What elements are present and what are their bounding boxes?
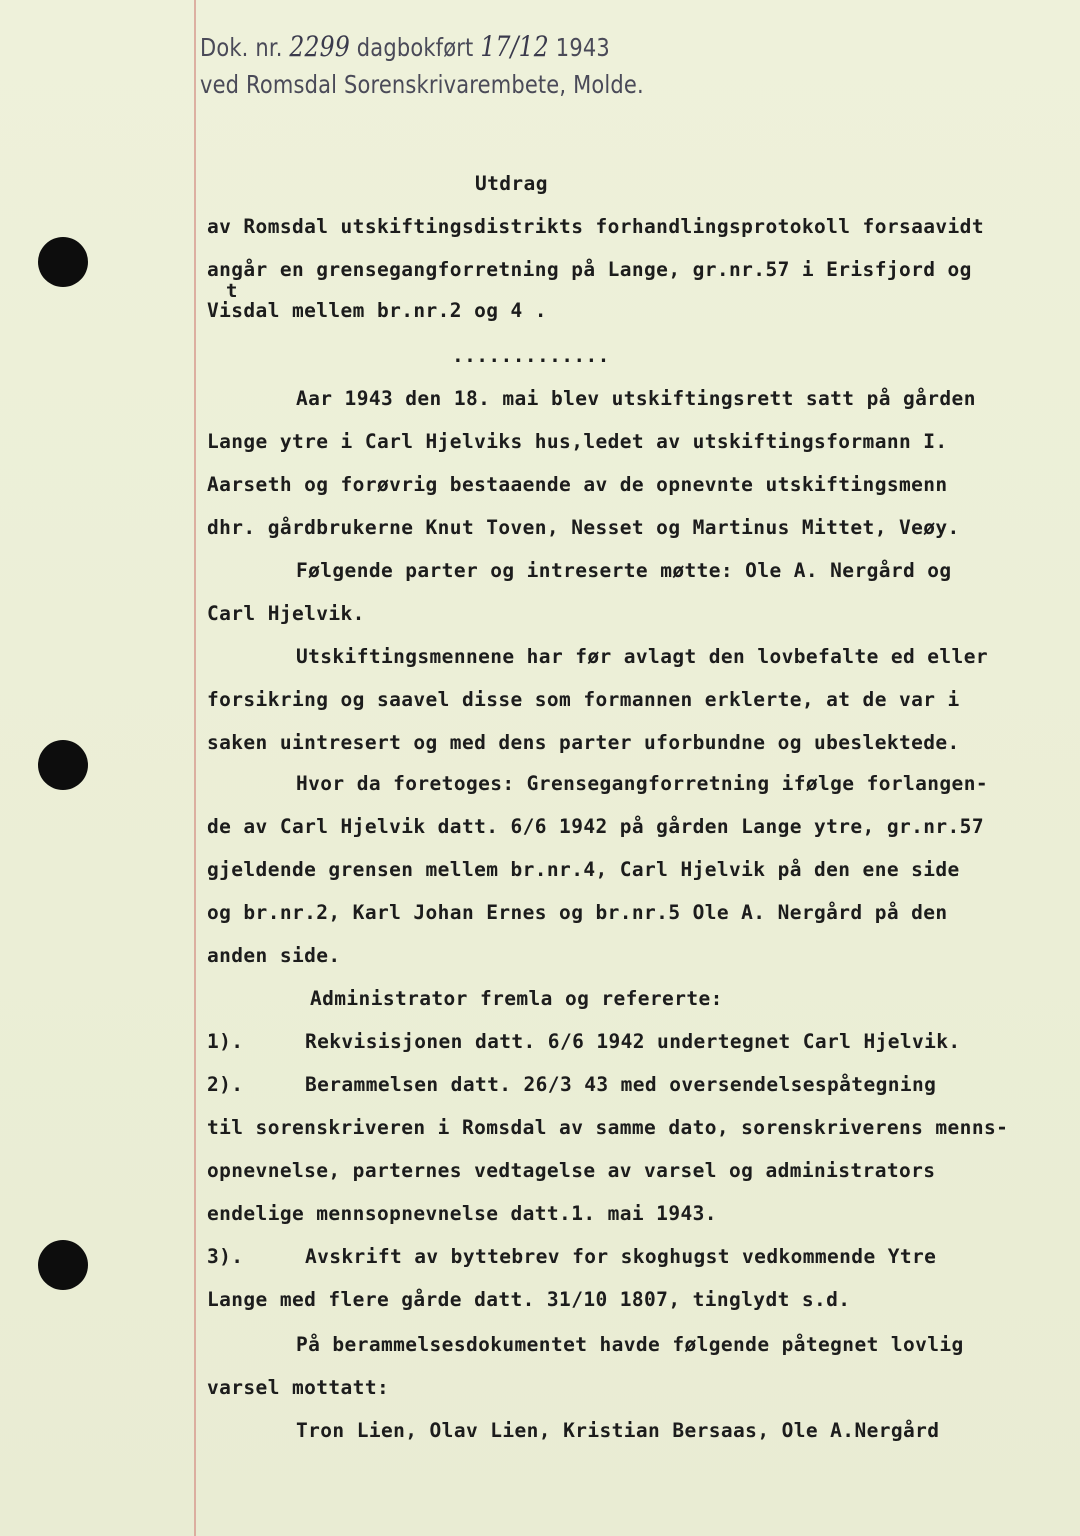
- closing-line: På berammelsesdokumentet havde følgende påtegnet lovlig: [296, 1333, 964, 1356]
- list-item-text: Rekvisisjonen datt. 6/6 1942 undertegnet Carl Hjelvik.: [305, 1030, 961, 1053]
- stamp-year: 1943: [555, 33, 610, 62]
- list-item-text: Avskrift av byttebrev for skoghugst vedkommende Ytre: [305, 1245, 937, 1268]
- closing-line: Tron Lien, Olav Lien, Kristian Bersaas, Ole A.Nergård: [296, 1419, 940, 1442]
- list-item-3: [207, 1245, 936, 1268]
- body-line: saken uintresert og med dens parter uforbundne og ubeslektede.: [207, 731, 960, 754]
- registration-stamp-line2: ved Romsdal Sorenskrivarembete, Molde.: [200, 70, 644, 99]
- list-item-text: Berammelsen datt. 26/3 43 med oversendelsespåtegning: [305, 1073, 937, 1096]
- punch-hole-bottom: [38, 1240, 88, 1290]
- body-line: Carl Hjelvik.: [207, 602, 365, 625]
- heading: Utdrag: [475, 172, 548, 195]
- body-line: dhr. gårdbrukerne Knut Toven, Nesset og Martinus Mittet, Veøy.: [207, 516, 960, 539]
- body-line: Hvor da foretoges: Grensegangforretning ifølge forlangen-: [296, 772, 988, 795]
- registration-stamp-line1: [200, 30, 610, 63]
- body-line: Utskiftingsmennene har før avlagt den lovbefalte ed eller: [296, 645, 988, 668]
- stamp-doc-number: 2299: [289, 30, 350, 63]
- list-item-1: [207, 1030, 961, 1053]
- body-line: forsikring og saavel disse som formannen erklerte, at de var i: [207, 688, 960, 711]
- body-line: og br.nr.2, Karl Johan Ernes og br.nr.5 Ole A. Nergård på den: [207, 901, 948, 924]
- list-item-2-cont: til sorenskriveren i Romsdal av samme dato, sorenskriverens menns-: [207, 1116, 1009, 1139]
- list-item-number: 2).: [207, 1073, 244, 1096]
- body-line: Lange ytre i Carl Hjelviks hus,ledet av utskiftingsformann I.: [207, 430, 948, 453]
- body-line: Administrator fremla og refererte:: [310, 987, 723, 1010]
- intro-line-2: angår en grensegangforretning på Lange, gr.nr.57 i Erisfjord og: [207, 258, 972, 281]
- stamp-date: 17/12: [480, 30, 549, 63]
- list-item-2-cont: endelige mennsopnevnelse datt.1. mai 1943.: [207, 1202, 717, 1225]
- body-line: Følgende parter og intreserte møtte: Ole A. Nergård og: [296, 559, 952, 582]
- stamp-mid: dagbokført: [356, 33, 474, 62]
- body-line: anden side.: [207, 944, 341, 967]
- intro-line-1: av Romsdal utskiftingsdistrikts forhandlingsprotokoll forsaavidt: [207, 215, 984, 238]
- list-item-3-cont: Lange med flere gårde datt. 31/10 1807, tinglydt s.d.: [207, 1288, 851, 1311]
- punch-hole-top: [38, 237, 88, 287]
- intro-line-3: Visdal mellem br.nr.2 og 4 .: [207, 299, 547, 322]
- list-item-2-cont: opnevnelse, parternes vedtagelse av varsel og administrators: [207, 1159, 936, 1182]
- body-line: gjeldende grensen mellem br.nr.4, Carl Hjelvik på den ene side: [207, 858, 960, 881]
- body-line: Aarseth og forøvrig bestaaende av de opnevnte utskiftingsmenn: [207, 473, 948, 496]
- margin-rule: [194, 0, 196, 1536]
- list-item-2: [207, 1073, 936, 1096]
- punch-hole-middle: [38, 740, 88, 790]
- list-item-number: 3).: [207, 1245, 244, 1268]
- closing-line: varsel mottatt:: [207, 1376, 390, 1399]
- separator-dots: .............: [452, 344, 610, 367]
- body-line: Aar 1943 den 18. mai blev utskiftingsrett satt på gården: [296, 387, 976, 410]
- body-line: de av Carl Hjelvik datt. 6/6 1942 på gården Lange ytre, gr.nr.57: [207, 815, 984, 838]
- intro-superscript: t: [226, 280, 238, 302]
- list-item-number: 1).: [207, 1030, 244, 1053]
- stamp-prefix: Dok. nr.: [200, 33, 283, 62]
